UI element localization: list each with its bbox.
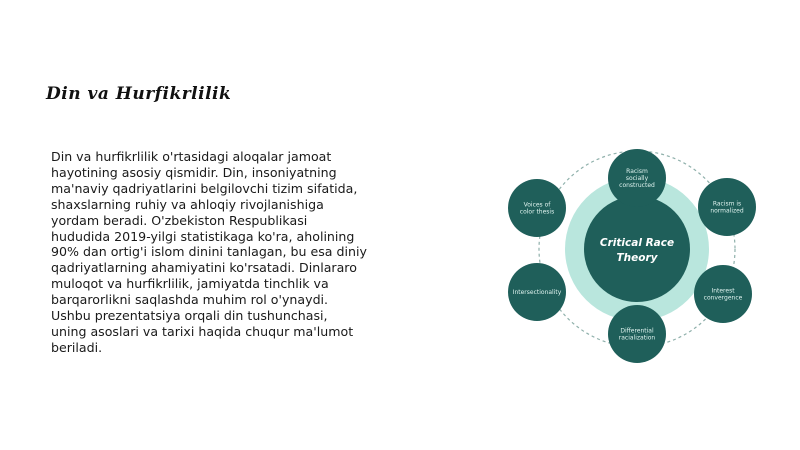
body-line: hududida 2019-yilgi statistikaga ko'ra, aholining (51, 228, 355, 244)
node-racism-socially-constructed-label: constructed (619, 182, 655, 189)
node-differential-racialization-label: racialization (618, 334, 656, 342)
body-line: hayotining asosiy qismidir. Din, insoniyatning (51, 164, 337, 180)
node-interest-convergence-label: convergence (703, 294, 743, 302)
body-line: uning asoslari va tarixi haqida chuqur ma'lumot (51, 323, 354, 339)
center-label-line-2: Theory (616, 252, 658, 264)
crt-diagram (478, 138, 778, 363)
diagram-canvas (478, 138, 778, 363)
node-racism-socially-constructed-label: Racism (626, 168, 648, 175)
center-label-line-1: Critical Race (599, 237, 675, 249)
body-line: 90% dan ortig'i islom dinini tanlagan, bu esa diniy (51, 244, 367, 260)
body-line: Ushbu prezentatsiya orqali din tushunchasi, (51, 308, 328, 324)
center-circle (584, 196, 690, 302)
node-voices-of-color-label: Voices of (523, 201, 551, 209)
body-line: muloqot va hurfikrlilik, jamiyatda tinchlik va (51, 276, 329, 292)
node-voices-of-color-label: color thesis (519, 208, 555, 216)
slide-title: Din va Hurfikrlilik (46, 84, 232, 104)
node-differential-racialization-label: Differential (620, 327, 654, 335)
node-racism-normalized-label: Racism is (712, 200, 742, 208)
node-interest-convergence-label: Interest (711, 287, 735, 295)
node-intersectionality-label: Intersectionality (512, 289, 562, 296)
node-racism-socially-constructed-label: socially (625, 175, 649, 182)
slide-body-text (51, 149, 401, 356)
body-line: beriladi. (51, 339, 103, 355)
body-line: ma'naviy qadriyatlarini belgilovchi tizim sifatida, (51, 180, 358, 196)
body-line: Din va hurfikrlilik o'rtasidagi aloqalar jamoat (51, 149, 332, 164)
body-line: shaxslarning ruhiy va ahloqiy rivojlanishiga (51, 196, 324, 212)
node-racism-normalized-label: normalized (710, 207, 744, 215)
body-line: qadriyatlarning ahamiyatini ko'rsatadi. Dinlararo (51, 260, 357, 276)
body-line: barqarorlikni saqlashda muhim rol o'ynaydi. (51, 292, 329, 308)
body-line: yordam beradi. O'zbekiston Respublikasi (51, 212, 308, 228)
